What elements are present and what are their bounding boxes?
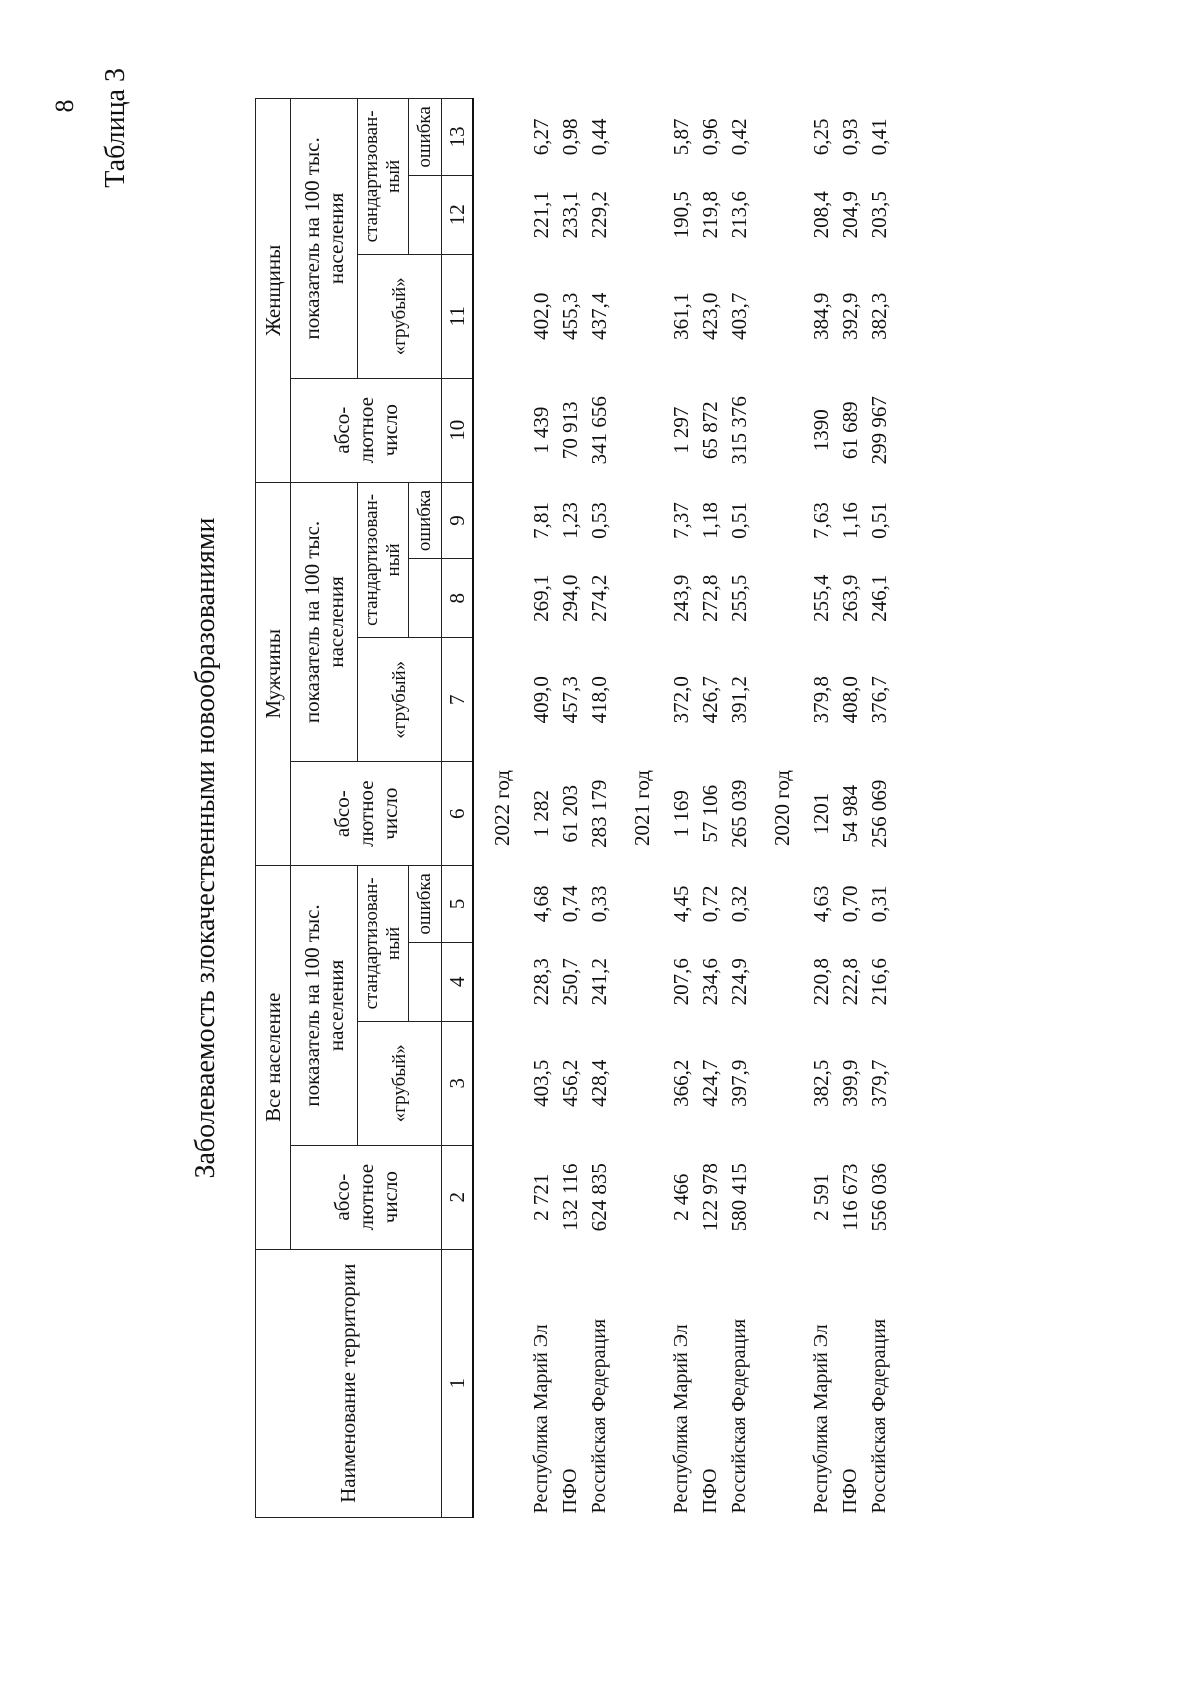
year-label: 2020 год xyxy=(770,770,794,846)
table-row xyxy=(667,99,696,1518)
table-cell: 265 039 xyxy=(727,779,751,848)
header-rate-men: показатель на 100 тыс. населения xyxy=(291,482,358,762)
table-cell: 1 439 xyxy=(529,406,553,454)
column-number: 13 xyxy=(442,99,474,176)
table-cell: 220,8 xyxy=(809,958,833,1006)
table-cell: 0,74 xyxy=(558,885,582,923)
table-cell: 1 169 xyxy=(669,790,693,838)
table-cell: 4,45 xyxy=(669,885,693,923)
table-cell: 399,9 xyxy=(838,1059,862,1107)
table-cell: 6,25 xyxy=(809,118,833,156)
table-cell: 5,87 xyxy=(669,118,693,156)
table-cell: 382,5 xyxy=(809,1059,833,1107)
table-cell: 408,0 xyxy=(838,676,862,724)
table-cell: 428,4 xyxy=(587,1059,611,1107)
table-cell: 409,0 xyxy=(529,676,553,724)
territory-name: Российская Федерация xyxy=(588,1318,610,1514)
table-cell: 70 913 xyxy=(558,401,582,460)
table-row xyxy=(556,99,585,1518)
table-cell: 132 116 xyxy=(558,1163,582,1231)
table-cell: 0,93 xyxy=(838,118,862,156)
table-cell: 437,4 xyxy=(587,292,611,340)
table-row xyxy=(836,99,865,1518)
table-cell: 221,1 xyxy=(529,191,553,239)
header-error-all: ошибка xyxy=(409,866,442,943)
table-cell: 0,72 xyxy=(698,885,722,923)
table-cell: 0,98 xyxy=(558,118,582,156)
table-cell: 283 179 xyxy=(587,779,611,848)
table-cell: 54 984 xyxy=(838,784,862,843)
header-std-value-women xyxy=(409,175,442,254)
table-cell: 402,0 xyxy=(529,292,553,340)
table-cell: 1201 xyxy=(809,792,833,835)
territory-name: Республика Марий Эл xyxy=(530,1324,552,1514)
table-cell: 457,3 xyxy=(558,676,582,724)
document-page xyxy=(50,48,1150,1648)
table-cell: 4,68 xyxy=(529,885,553,923)
year-label: 2022 год xyxy=(490,770,514,846)
table-cell: 379,8 xyxy=(809,676,833,724)
table-cell: 208,4 xyxy=(809,191,833,239)
header-abs-all: абсо- лютное число xyxy=(291,1145,442,1249)
table-cell: 2 591 xyxy=(809,1173,833,1221)
table-cell: 341 656 xyxy=(587,396,611,465)
incidence-table xyxy=(255,98,894,1518)
table-row xyxy=(807,99,836,1518)
table-body xyxy=(473,99,894,1518)
table-cell: 7,37 xyxy=(669,502,693,539)
table-cell: 580 415 xyxy=(727,1163,751,1232)
table-cell: 361,1 xyxy=(669,292,693,340)
table-cell: 2 466 xyxy=(669,1173,693,1221)
table-cell: 315 376 xyxy=(727,396,751,465)
territory-name: ПФО xyxy=(559,1468,581,1514)
table-cell: 0,53 xyxy=(587,502,611,539)
column-number: 4 xyxy=(442,942,474,1021)
territory-name: Республика Марий Эл xyxy=(670,1324,692,1514)
column-number: 2 xyxy=(442,1145,474,1249)
territory-name: Российская Федерация xyxy=(868,1318,890,1514)
table-cell: 456,2 xyxy=(558,1059,582,1107)
table-cell: 256 069 xyxy=(867,779,891,848)
table-cell: 203,5 xyxy=(867,191,891,239)
table-cell: 391,2 xyxy=(727,676,751,724)
table-cell: 2 721 xyxy=(529,1173,553,1221)
header-rate-women: показатель на 100 тыс. населения xyxy=(291,99,358,379)
territory-name: Российская Федерация xyxy=(728,1318,750,1514)
header-abs-women: абсо- лютное число xyxy=(291,378,442,482)
table-cell: 1 282 xyxy=(529,790,553,838)
table-cell: 222,8 xyxy=(838,958,862,1006)
header-group-men: Мужчины xyxy=(256,482,291,865)
table-cell: 246,1 xyxy=(867,574,891,622)
table-title: Заболеваемость злокачественными новообразованиями xyxy=(190,517,221,1179)
table-row xyxy=(527,99,556,1518)
table-cell: 0,51 xyxy=(727,502,751,539)
table-cell: 418,0 xyxy=(587,676,611,724)
table-cell: 1 297 xyxy=(669,406,693,454)
table-row xyxy=(725,99,754,1518)
table-cell: 1,16 xyxy=(838,502,862,539)
table-cell: 65 872 xyxy=(698,401,722,460)
table-cell: 392,9 xyxy=(838,292,862,340)
header-std-value-men xyxy=(409,559,442,638)
table-cell: 269,1 xyxy=(529,574,553,622)
table-cell: 57 106 xyxy=(698,784,722,843)
table-cell: 0,44 xyxy=(587,118,611,156)
year-row xyxy=(473,99,527,1518)
header-abs-men: абсо- лютное число xyxy=(291,762,442,866)
table-cell: 61 689 xyxy=(838,401,862,460)
table-cell: 424,7 xyxy=(698,1059,722,1107)
table-cell: 204,9 xyxy=(838,191,862,239)
table-cell: 382,3 xyxy=(867,292,891,340)
header-std-men: стандартизован- ный xyxy=(358,482,409,638)
table-cell: 384,9 xyxy=(809,292,833,340)
table-cell: 219,8 xyxy=(698,191,722,239)
column-number: 12 xyxy=(442,175,474,254)
column-number-row xyxy=(442,99,474,1518)
territory-name: Республика Марий Эл xyxy=(810,1324,832,1514)
header-rate-all: показатель на 100 тыс. населения xyxy=(291,866,358,1146)
table-cell: 116 673 xyxy=(838,1163,862,1231)
table-cell: 556 036 xyxy=(867,1163,891,1232)
table-cell: 423,0 xyxy=(698,292,722,340)
table-cell: 0,96 xyxy=(698,118,722,156)
column-number: 6 xyxy=(442,762,474,866)
header-territory: Наименование территории xyxy=(256,1249,442,1517)
table-cell: 255,5 xyxy=(727,574,751,622)
table-cell: 272,8 xyxy=(698,574,722,622)
table-cell: 234,6 xyxy=(698,958,722,1006)
header-crude-men: «грубый» xyxy=(358,638,442,762)
page-number: 8 xyxy=(50,99,79,113)
header-std-all: стандартизован- ный xyxy=(358,866,409,1022)
table-cell: 6,27 xyxy=(529,118,553,156)
table-cell: 241,2 xyxy=(587,958,611,1006)
table-cell: 228,3 xyxy=(529,958,553,1006)
table-cell: 379,7 xyxy=(867,1059,891,1107)
table-cell: 299 967 xyxy=(867,396,891,465)
table-cell: 274,2 xyxy=(587,574,611,622)
table-cell: 7,81 xyxy=(529,502,553,539)
table-cell: 4,63 xyxy=(809,885,833,923)
year-label: 2021 год xyxy=(630,770,654,846)
column-number: 9 xyxy=(442,482,474,559)
table-cell: 0,33 xyxy=(587,885,611,923)
table-cell: 190,5 xyxy=(669,191,693,239)
header-crude-all: «грубый» xyxy=(358,1021,442,1145)
table-row xyxy=(865,99,894,1518)
table-cell: 207,6 xyxy=(669,958,693,1006)
table-cell: 122 978 xyxy=(698,1163,722,1232)
header-error-men: ошибка xyxy=(409,482,442,559)
table-row xyxy=(585,99,614,1518)
header-std-value-all xyxy=(409,942,442,1021)
table-cell: 426,7 xyxy=(698,676,722,724)
table-cell: 403,5 xyxy=(529,1059,553,1107)
header-error-women: ошибка xyxy=(409,99,442,176)
table-cell: 7,63 xyxy=(809,502,833,539)
table-cell: 397,9 xyxy=(727,1059,751,1107)
table-cell: 0,41 xyxy=(867,118,891,156)
table-cell: 213,6 xyxy=(727,191,751,239)
table-cell: 0,51 xyxy=(867,502,891,539)
table-cell: 372,0 xyxy=(669,676,693,724)
table-row xyxy=(696,99,725,1518)
table-cell: 224,9 xyxy=(727,958,751,1006)
territory-name: ПФО xyxy=(699,1468,721,1514)
column-number: 11 xyxy=(442,254,474,378)
table-cell: 1,18 xyxy=(698,502,722,539)
table-cell: 624 835 xyxy=(587,1163,611,1232)
table-cell: 229,2 xyxy=(587,191,611,239)
header-std-women: стандартизован- ный xyxy=(358,99,409,255)
table-cell: 294,0 xyxy=(558,574,582,622)
territory-name: ПФО xyxy=(839,1468,861,1514)
table-cell: 455,3 xyxy=(558,292,582,340)
column-number: 5 xyxy=(442,866,474,943)
table-cell: 263,9 xyxy=(838,574,862,622)
table-label: Таблица 3 xyxy=(100,68,131,188)
header-group-all: Все население xyxy=(256,866,291,1250)
year-row xyxy=(754,99,807,1518)
table-cell: 0,31 xyxy=(867,885,891,923)
header-group-women: Женщины xyxy=(256,99,291,483)
table-cell: 255,4 xyxy=(809,574,833,622)
table-cell: 366,2 xyxy=(669,1059,693,1107)
table-cell: 243,9 xyxy=(669,574,693,622)
year-row xyxy=(614,99,667,1518)
table-cell: 250,7 xyxy=(558,958,582,1006)
column-number: 10 xyxy=(442,378,474,482)
table-cell: 61 203 xyxy=(558,784,582,843)
table-cell: 1,23 xyxy=(558,502,582,539)
table-cell: 0,42 xyxy=(727,118,751,156)
table-cell: 0,32 xyxy=(727,885,751,923)
column-number: 8 xyxy=(442,559,474,638)
table-cell: 403,7 xyxy=(727,292,751,340)
table-cell: 376,7 xyxy=(867,676,891,724)
column-number: 1 xyxy=(442,1249,474,1517)
header-crude-women: «грубый» xyxy=(358,254,442,378)
table-cell: 0,70 xyxy=(838,885,862,923)
table-cell: 216,6 xyxy=(867,958,891,1006)
table-cell: 233,1 xyxy=(558,191,582,239)
column-number: 7 xyxy=(442,638,474,762)
column-number: 3 xyxy=(442,1021,474,1145)
table-cell: 1390 xyxy=(809,409,833,452)
table-header xyxy=(256,99,474,1518)
